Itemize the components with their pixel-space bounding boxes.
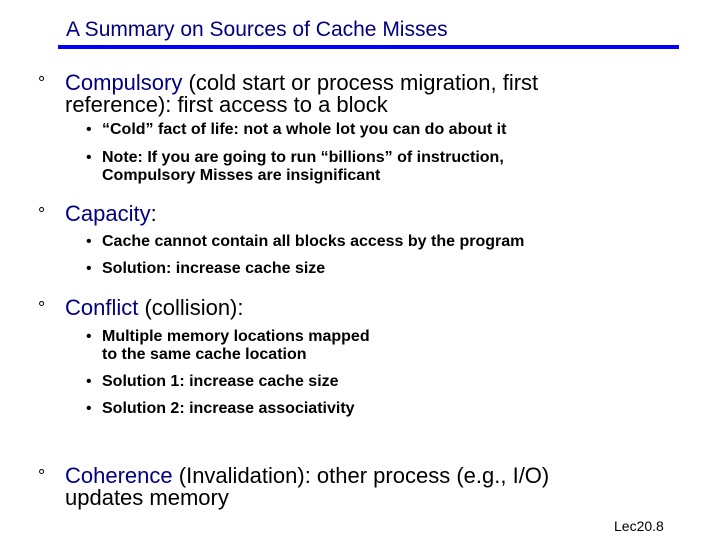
bullet-conflict-desc: (collision): <box>138 295 244 320</box>
bullet-marker: ° <box>38 466 46 486</box>
bullet-marker: ° <box>38 73 46 93</box>
sub-item-text: Cache cannot contain all blocks access by the program <box>102 233 525 250</box>
sub-item-text-line2: to the same cache location <box>102 346 307 363</box>
bullet-coherence-text <box>65 465 549 509</box>
sub-item-text-line2: Compulsory Misses are insignificant <box>102 167 381 184</box>
bullet-compulsory-line2: reference): first access to a block <box>65 92 388 117</box>
title-underline <box>58 45 679 49</box>
term-coherence: Coherence <box>65 463 173 488</box>
sub-item-text: “Cold” fact of life: not a whole lot you can do about it <box>102 121 507 138</box>
sub-bullet-marker: • <box>86 260 92 277</box>
term-conflict: Conflict <box>65 295 139 320</box>
sub-bullet-marker: • <box>86 233 92 250</box>
slide-number: Lec20.8 <box>614 518 664 534</box>
term-compulsory: Compulsory <box>65 70 183 95</box>
bullet-marker: ° <box>38 204 46 224</box>
sub-item-text: Solution 1: increase cache size <box>102 373 339 390</box>
bullet-compulsory-desc: (cold start or process migration, first <box>182 70 539 95</box>
bullet-conflict-text <box>65 297 244 319</box>
sub-item-text: Solution: increase cache size <box>102 260 326 277</box>
bullet-capacity-text <box>65 203 157 225</box>
sub-item-text: Multiple memory locations mapped <box>102 328 370 345</box>
sub-bullet-marker: • <box>86 373 92 390</box>
term-capacity: Capacity <box>65 201 151 226</box>
bullet-capacity-desc: : <box>150 201 157 226</box>
sub-item-text: Solution 2: increase associativity <box>102 400 355 417</box>
bullet-coherence-desc: (Invalidation): other process (e.g., I/O) <box>172 463 550 488</box>
sub-bullet-marker: • <box>86 149 92 166</box>
sub-bullet-marker: • <box>86 121 92 138</box>
sub-bullet-marker: • <box>86 400 92 417</box>
slide-title: A Summary on Sources of Cache Misses <box>66 18 448 41</box>
sub-item-text: Note: If you are going to run “billions” of instruction, <box>102 149 504 166</box>
bullet-marker: ° <box>38 298 46 318</box>
bullet-coherence-line2: updates memory <box>65 485 229 510</box>
sub-bullet-marker: • <box>86 328 92 345</box>
bullet-compulsory-text <box>65 72 538 116</box>
